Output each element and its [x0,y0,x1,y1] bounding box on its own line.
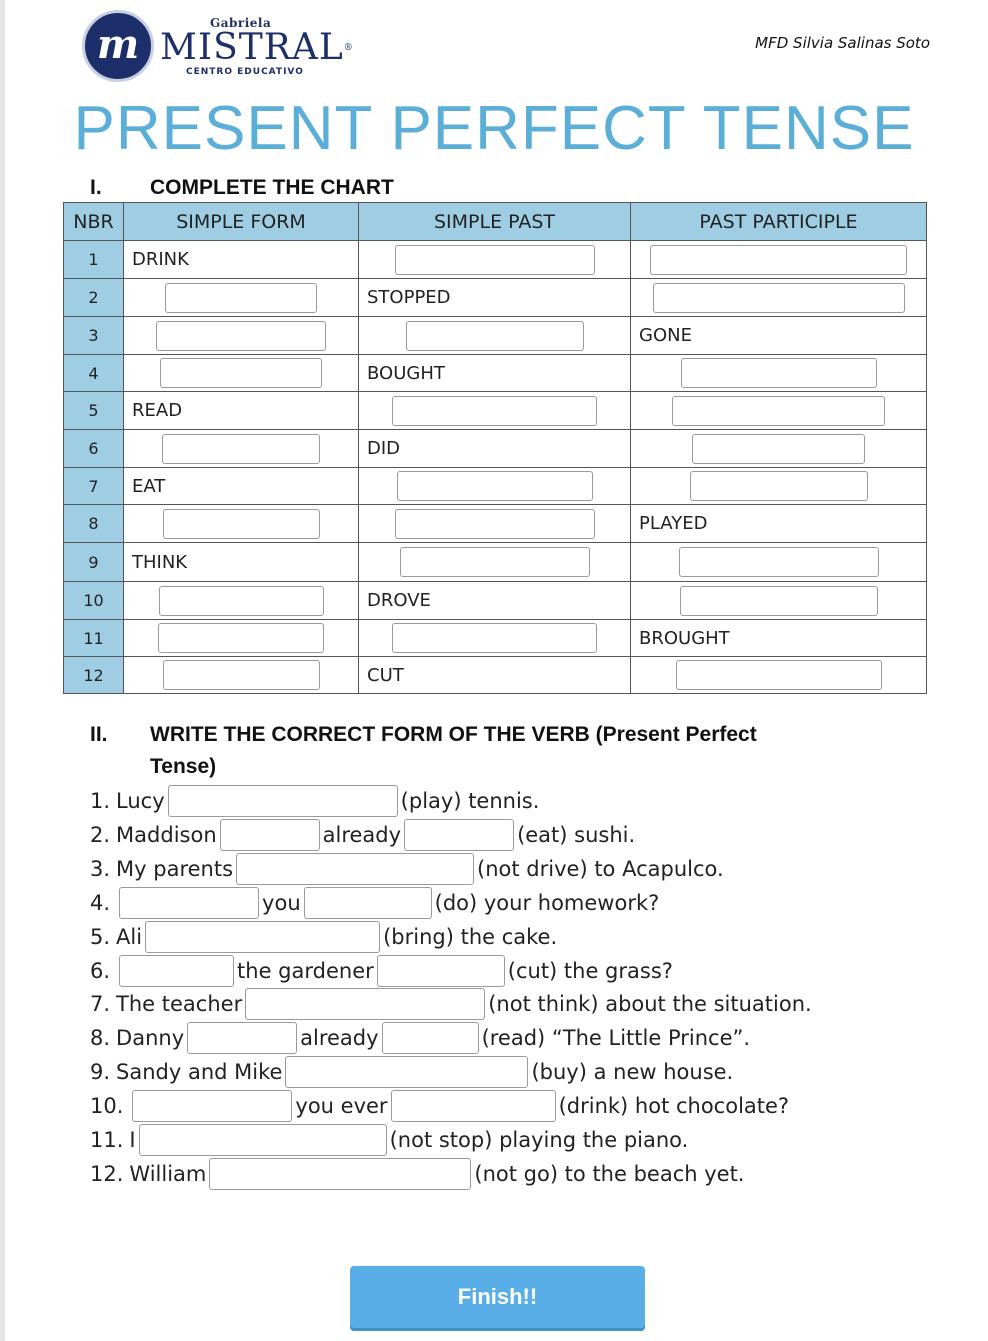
past-participle-cell [631,279,927,317]
past-participle-cell [631,241,927,279]
exercise-text: (play) tennis. [400,789,540,813]
simple-form-cell [124,355,359,392]
answer-input[interactable] [377,955,505,987]
exercise-text: Lucy [116,789,165,813]
simple-form-input[interactable] [163,660,320,690]
simple-form-cell [124,620,359,657]
simple-past-cell [359,241,631,279]
given-word: DID [359,430,631,468]
exercise-number: 6. [90,959,111,983]
answer-input[interactable] [245,988,485,1020]
answer-input[interactable] [119,955,234,987]
exercise-number: 9. [90,1060,111,1084]
answer-input[interactable] [209,1158,471,1190]
author-name: MFD Silvia Salinas Soto [755,34,930,52]
simple-form-input[interactable] [160,358,322,388]
row-number: 10 [64,582,124,620]
exercise-item [90,1088,789,1122]
exercise-text: The teacher [116,992,243,1016]
exercise-item [90,919,557,953]
given-word: THINK [124,543,359,582]
simple-form-cell [124,279,359,317]
simple-past-input[interactable] [395,509,595,539]
exercise-number: 2. [90,823,111,847]
row-number: 9 [64,543,124,582]
exercise-number: 7. [90,992,111,1016]
simple-past-cell [359,317,631,355]
chart-header-row [64,203,927,241]
simple-past-cell [359,392,631,430]
given-word: PLAYED [631,505,927,543]
exercise-item [90,986,812,1020]
exercise-text: (bring) the cake. [383,925,558,949]
past-participle-cell [631,430,927,468]
chart-row [64,241,927,279]
answer-input[interactable] [145,921,380,953]
col-nbr: NBR [64,203,124,241]
given-word: READ [124,392,359,430]
logo-subtitle: CENTRO EDUCATIVO [186,67,304,77]
exercise-item [90,1156,744,1190]
exercise-item [90,953,673,987]
exercise-text: (not stop) playing the piano. [389,1128,689,1152]
simple-past-input[interactable] [400,547,590,577]
exercise-text: William [129,1162,207,1186]
chart-row [64,430,927,468]
simple-past-cell [359,543,631,582]
page-left-border [0,0,5,1341]
simple-past-input[interactable] [392,396,597,426]
chart-row [64,355,927,392]
exercise-text: (cut) the grass? [507,959,673,983]
given-word: STOPPED [359,279,631,317]
past-participle-input[interactable] [680,586,878,616]
given-word: EAT [124,468,359,505]
exercise-number: 5. [90,925,111,949]
exercise-text: My parents [116,857,234,881]
chart-row [64,543,927,582]
simple-past-input[interactable] [395,245,595,275]
exercise-text: I [129,1128,136,1152]
col-past-participle: PAST PARTICIPLE [631,203,927,241]
logo-main-text [160,28,354,68]
simple-past-cell [359,505,631,543]
finish-button[interactable]: Finish!! [350,1266,645,1328]
answer-input[interactable] [119,887,259,919]
row-number: 8 [64,505,124,543]
past-participle-cell [631,543,927,582]
answer-input[interactable] [382,1022,479,1054]
exercise-text: (not drive) to Acapulco. [477,857,724,881]
simple-past-input[interactable] [406,321,584,351]
section2-number: II. [90,723,108,746]
exercise-text: (read) “The Little Prince”. [481,1026,751,1050]
answer-input[interactable] [285,1056,528,1088]
exercise-number: 12. [90,1162,124,1186]
past-participle-input[interactable] [653,283,905,313]
exercise-item [90,851,724,885]
chart-row [64,505,927,543]
exercise-number: 10. [90,1094,124,1118]
exercise-text: already [300,1026,379,1050]
exercise-text: Ali [116,925,143,949]
exercise-item [90,817,635,851]
exercise-item [90,1020,750,1054]
simple-past-input[interactable] [392,623,597,653]
exercise-item [90,1054,733,1088]
given-word: BROUGHT [631,620,927,657]
past-participle-input[interactable] [690,471,868,501]
answer-input[interactable] [132,1090,292,1122]
exercise-number: 11. [90,1128,124,1152]
past-participle-input[interactable] [681,358,877,388]
simple-form-cell [124,582,359,620]
given-word: DROVE [359,582,631,620]
exercise-text: (do) your homework? [434,891,660,915]
row-number: 6 [64,430,124,468]
row-number: 4 [64,355,124,392]
past-participle-input[interactable] [692,434,865,464]
logo-name: MISTRAL [160,27,344,68]
page-title: PRESENT PERFECT TENSE [73,94,915,163]
exercise-item [90,1122,688,1156]
simple-form-input[interactable] [159,586,324,616]
exercise-number: 1. [90,789,111,813]
simple-form-cell [124,317,359,355]
chart-row [64,582,927,620]
row-number: 12 [64,657,124,694]
section1-heading: COMPLETE THE CHART [150,176,394,199]
exercise-text: (eat) sushi. [517,823,636,847]
exercise-text: you ever [295,1094,388,1118]
simple-past-input[interactable] [397,471,593,501]
answer-input[interactable] [236,853,474,885]
row-number: 7 [64,468,124,505]
school-logo [82,10,354,90]
given-word: CUT [359,657,631,694]
past-participle-input[interactable] [672,396,885,426]
answer-input[interactable] [391,1090,556,1122]
past-participle-cell [631,392,927,430]
logo-top-text: Gabriela [210,16,272,30]
exercise-text: (buy) a new house. [531,1060,734,1084]
simple-form-input[interactable] [162,434,320,464]
exercise-text: you [262,891,301,915]
past-participle-input[interactable] [679,547,879,577]
chart-row [64,392,927,430]
answer-input[interactable] [168,785,398,817]
simple-form-cell [124,657,359,694]
simple-form-input[interactable] [163,509,320,539]
row-number: 1 [64,241,124,279]
section2-heading-line2: Tense) [150,755,217,778]
past-participle-cell [631,468,927,505]
chart-row [64,317,927,355]
logo-registered-mark: ® [343,43,354,53]
exercise-text: the gardener [237,959,374,983]
section2-heading-line1: WRITE THE CORRECT FORM OF THE VERB (Present Perfect [150,723,757,746]
past-participle-cell [631,657,927,694]
verb-chart [63,202,927,694]
exercise-number: 3. [90,857,111,881]
given-word: GONE [631,317,927,355]
col-simple-form: SIMPLE FORM [124,203,359,241]
simple-form-cell [124,430,359,468]
past-participle-cell [631,355,927,392]
page-title-reflection [0,150,988,166]
exercise-number: 8. [90,1026,111,1050]
exercise-text: Sandy and Mike [116,1060,283,1084]
exercise-text: (not go) to the beach yet. [474,1162,745,1186]
chart-row [64,468,927,505]
simple-past-cell [359,620,631,657]
past-participle-input[interactable] [650,245,907,275]
exercise-text: (drink) hot chocolate? [558,1094,790,1118]
answer-input[interactable] [220,819,320,851]
given-word: BOUGHT [359,355,631,392]
row-number: 2 [64,279,124,317]
row-number: 11 [64,620,124,657]
answer-input[interactable] [404,819,514,851]
exercise-text: already [322,823,402,847]
row-number: 5 [64,392,124,430]
answer-input[interactable] [139,1124,387,1156]
simple-form-input[interactable] [165,283,317,313]
simple-form-cell [124,505,359,543]
exercise-text: Danny [116,1026,185,1050]
simple-form-input[interactable] [156,321,326,351]
logo-emblem: m [82,10,154,82]
chart-row [64,279,927,317]
col-simple-past: SIMPLE PAST [359,203,631,241]
answer-input[interactable] [304,887,432,919]
given-word: DRINK [124,241,359,279]
simple-past-cell [359,468,631,505]
section1-number: I. [90,176,102,199]
exercise-item [90,885,659,919]
past-participle-input[interactable] [676,660,882,690]
exercise-text: (not think) about the situation. [488,992,812,1016]
exercise-item [90,783,539,817]
row-number: 3 [64,317,124,355]
exercise-number: 4. [90,891,111,915]
chart-row [64,620,927,657]
answer-input[interactable] [187,1022,297,1054]
past-participle-cell [631,582,927,620]
exercise-text: Maddison [116,823,217,847]
chart-row [64,657,927,694]
simple-form-input[interactable] [158,623,324,653]
